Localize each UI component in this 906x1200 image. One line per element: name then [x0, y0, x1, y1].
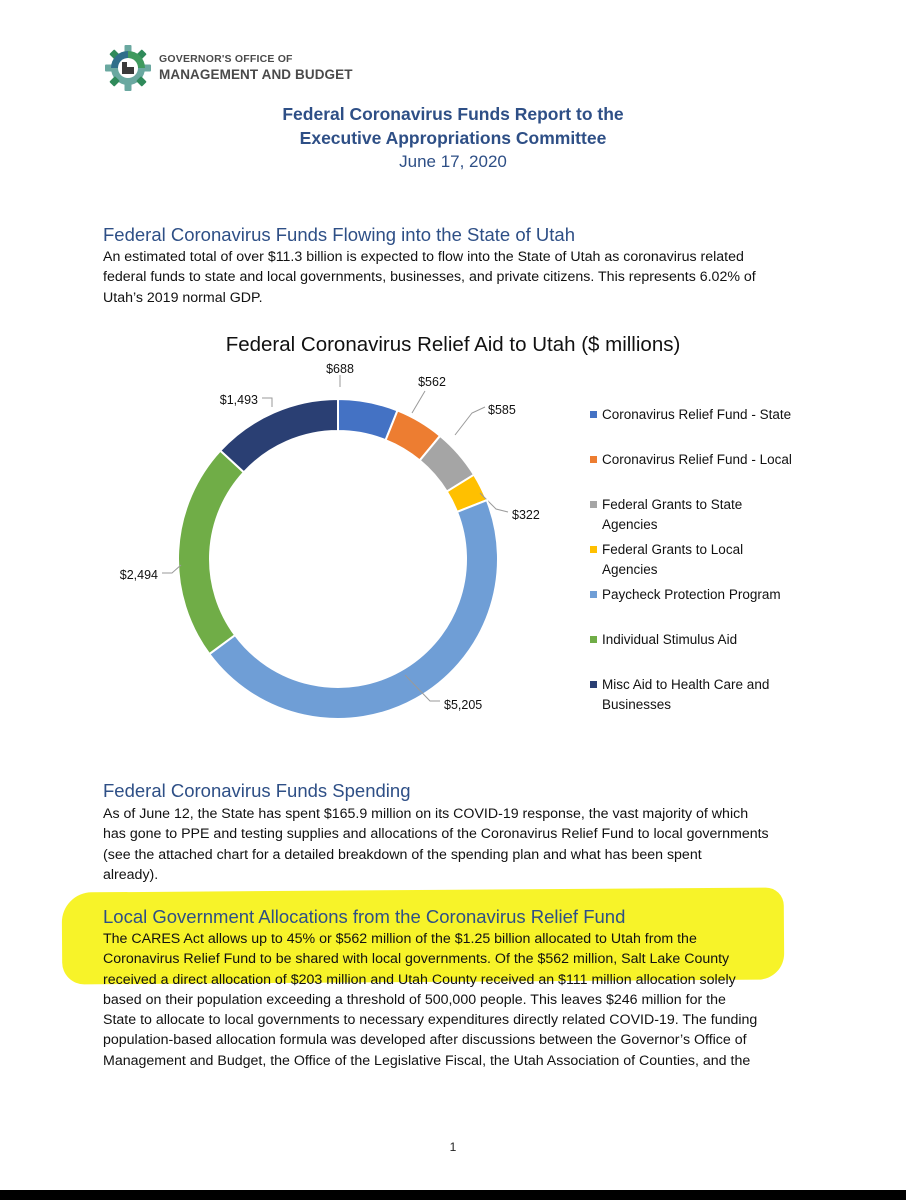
- section-paragraph-funds-spending: [103, 804, 823, 885]
- report-date: June 17, 2020: [399, 152, 507, 171]
- legend-label: [602, 675, 822, 714]
- report-title-line1: Federal Coronavirus Funds Report to the: [282, 104, 624, 124]
- paragraph-line: The CARES Act allows up to 45% or $562 million of the $1.25 billion allocated to Utah from the: [103, 931, 697, 947]
- legend-label: [602, 405, 822, 425]
- section-paragraph-funds-flowing: [103, 247, 823, 308]
- page-number: 1: [449, 1140, 457, 1154]
- bottom-edge-bar: [0, 1190, 906, 1200]
- data-label: $688: [326, 362, 354, 376]
- legend-label: [602, 495, 822, 534]
- section-paragraph-local-allocations: [103, 929, 823, 1071]
- legend-label: [602, 585, 822, 605]
- data-label: $322: [512, 508, 540, 522]
- section-heading-funds-spending: Federal Coronavirus Funds Spending: [103, 780, 411, 801]
- paragraph-line: State to allocate to local governments to necessary expenditures directly related COVID-19. The funding: [103, 1012, 758, 1029]
- legend-swatch: [590, 681, 597, 688]
- paragraph-line: federal funds to state and local governments, businesses, and private citizens. This represents 6.02% of: [103, 269, 756, 286]
- gear-logo-icon: [103, 43, 153, 93]
- gomb-logo: [103, 43, 363, 93]
- legend-swatch: [590, 591, 597, 598]
- logo-text-line2: MANAGEMENT AND BUDGET: [159, 67, 353, 82]
- data-label: $585: [488, 403, 516, 417]
- legend-label-line: Paycheck Protection Program: [602, 587, 781, 602]
- legend-swatch: [590, 636, 597, 643]
- paragraph-line: Coronavirus Relief Fund to be shared with local governments. Of the $562 million, Salt Lake County: [103, 951, 730, 968]
- legend-label-line: Coronavirus Relief Fund - State: [602, 407, 792, 422]
- data-label: $2,494: [119, 568, 158, 582]
- donut-slice: [178, 451, 244, 654]
- chart-title: Federal Coronavirus Relief Aid to Utah ($ millions): [225, 333, 681, 356]
- legend-swatch: [590, 456, 597, 463]
- legend-label: [602, 540, 822, 579]
- legend-label-line: Federal Grants to State: [602, 497, 743, 512]
- paragraph-line: As of June 12, the State has spent $165.9 million on its COVID-19 response, the vast majority of which: [103, 806, 749, 822]
- data-label: $562: [418, 375, 446, 389]
- leader-line: [262, 398, 272, 407]
- legend-label-line: Misc Aid to Health Care and: [602, 677, 770, 692]
- legend-label-line: Agencies: [602, 516, 658, 532]
- legend-label-line: Businesses: [602, 696, 672, 712]
- paragraph-line: An estimated total of over $11.3 billion is expected to flow into the State of Utah as coronavirus related: [103, 249, 744, 265]
- donut-slice: [220, 399, 338, 472]
- paragraph-line: population-based allocation formula was developed after discussions between the Governor’s Office of: [103, 1032, 747, 1049]
- paragraph-line: Management and Budget, the Office of the Legislative Fiscal, the Utah Association of Counties, and the: [103, 1052, 751, 1069]
- section-heading-funds-flowing: Federal Coronavirus Funds Flowing into the State of Utah: [103, 224, 575, 245]
- paragraph-line: based on their population exceeding a threshold of 500,000 people. This leaves $246 million for the: [103, 991, 726, 1008]
- data-label: $1,493: [219, 393, 258, 407]
- donut-slice: [209, 500, 498, 719]
- section-heading-local-allocations: Local Government Allocations from the Coronavirus Relief Fund: [103, 906, 626, 927]
- legend-label-line: Coronavirus Relief Fund - Local: [602, 452, 792, 467]
- legend-swatch: [590, 546, 597, 553]
- legend-swatch: [590, 411, 597, 418]
- legend-swatch: [590, 501, 597, 508]
- leader-line: [412, 391, 425, 413]
- data-label: $5,205: [444, 698, 483, 712]
- legend-label-line: Federal Grants to Local: [602, 542, 744, 557]
- paragraph-line: received a direct allocation of $203 million and Utah County received an $111 million allocation solely: [103, 971, 736, 988]
- paragraph-line: (see the attached chart for a detailed breakdown of the spending plan and what has been spent: [103, 846, 702, 863]
- legend-label-line: Agencies: [602, 561, 658, 577]
- logo-text-line1: GOVERNOR'S OFFICE OF: [159, 53, 293, 65]
- paragraph-line: Utah’s 2019 normal GDP.: [103, 289, 263, 306]
- legend-label: [602, 630, 822, 650]
- paragraph-line: has gone to PPE and testing supplies and allocations of the Coronavirus Relief Fund to local governments: [103, 826, 769, 843]
- paragraph-line: already).: [103, 866, 159, 883]
- report-title-line2: Executive Appropriations Committee: [299, 128, 607, 148]
- leader-line: [455, 407, 485, 435]
- legend-label: [602, 450, 822, 470]
- legend-label-line: Individual Stimulus Aid: [602, 632, 738, 647]
